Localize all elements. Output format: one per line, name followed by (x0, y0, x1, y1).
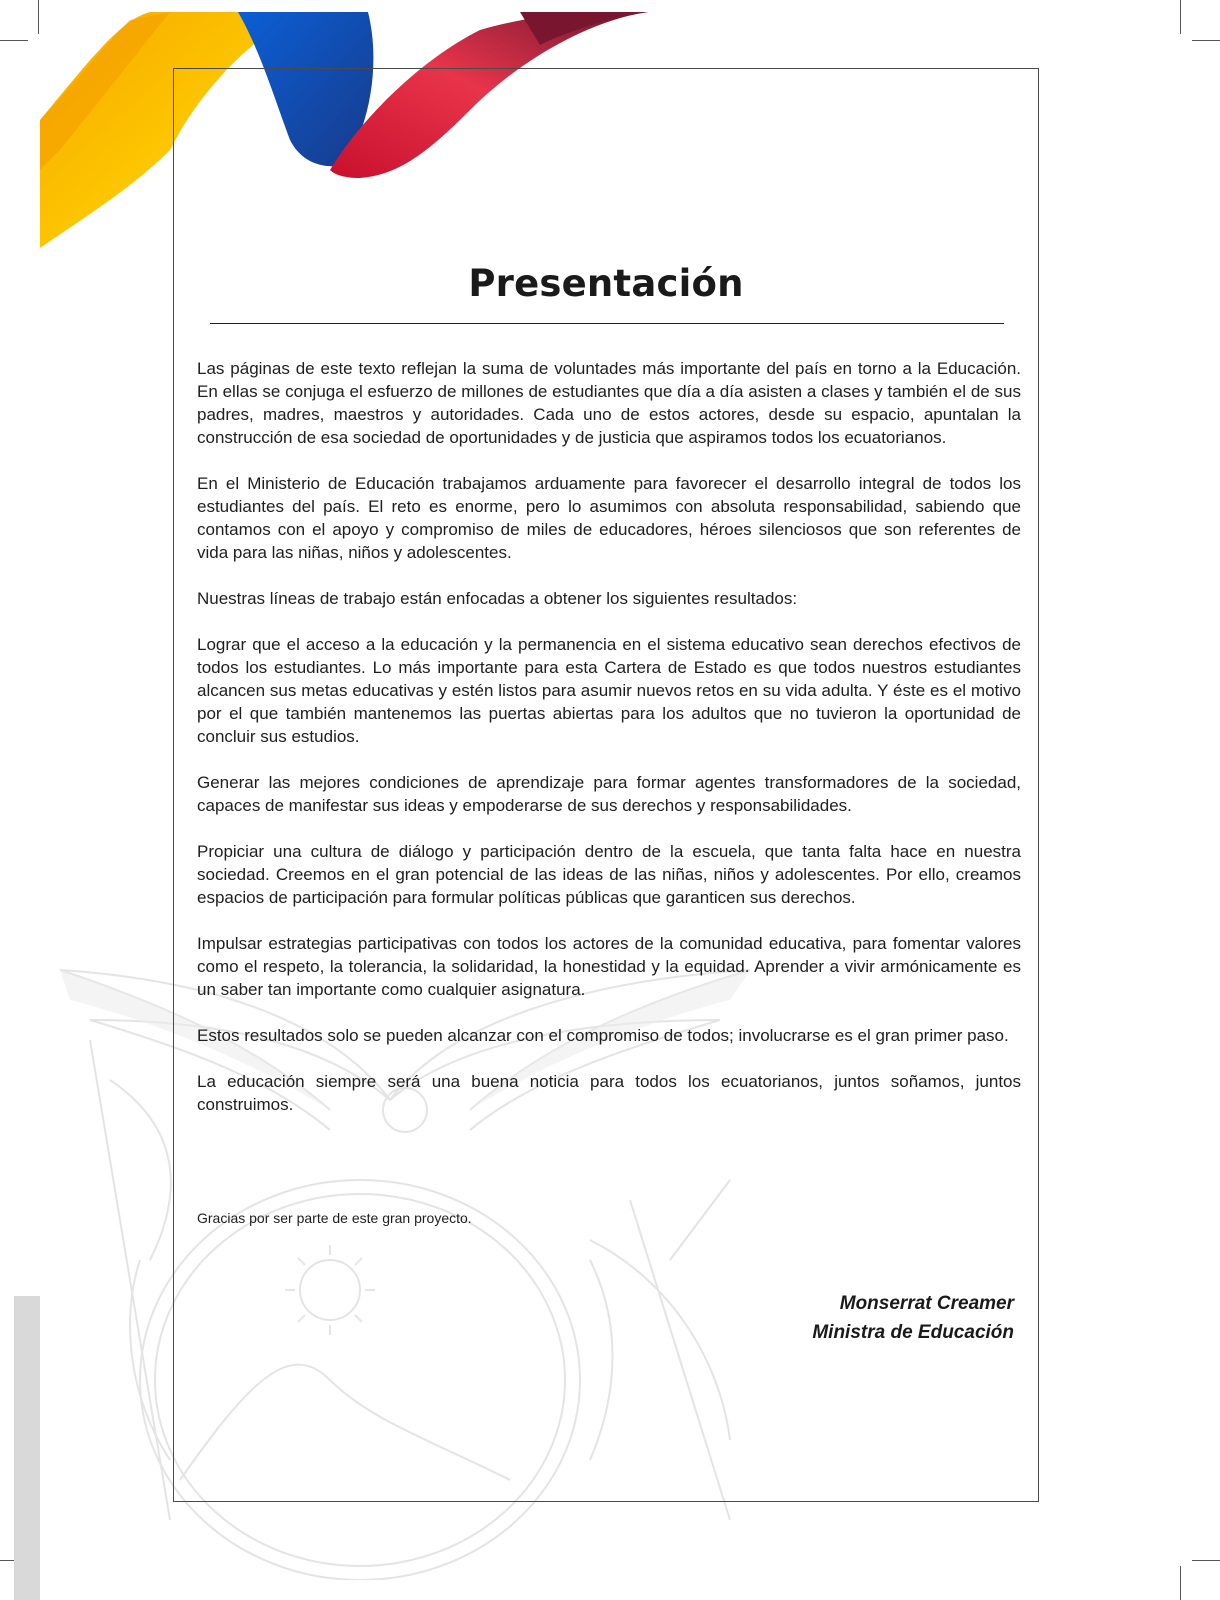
paragraph-5: Generar las mejores condiciones de aprendizaje para formar agentes transformadores de la sociedad, capaces de manifestar sus ideas y empoderarse de sus derechos y responsabilidades. (197, 773, 1021, 815)
crop-mark-bottom-left-h (0, 1560, 14, 1561)
paragraph-3: Nuestras líneas de trabajo están enfocadas a obtener los siguientes resultados: (197, 589, 798, 608)
paragraph-9: La educación siempre será una buena noticia para todos los ecuatorianos, juntos soñamos, juntos construimos. (197, 1072, 1021, 1114)
side-gray-bar (14, 1296, 40, 1600)
paragraph-6: Propiciar una cultura de diálogo y participación dentro de la escuela, que tanta falta hace en nuestra sociedad. Creemos en el gran potencial de las ideas de las niñas, niños y adolescentes. Por ello, creamos espacios de participación para formular políticas públicas que garanticen sus derechos. (197, 842, 1021, 907)
paragraph-4: Lograr que el acceso a la educación y la permanencia en el sistema educativo sean derechos efectivos de todos los estudiantes. Lo más importante para esta Cartera de Estado es que todos nuestros estudiantes alcancen sus metas educativas y estén listos para asumir nuevos retos en su vida adulta. Y éste es el motivo por el que también mantenemos las puertas abiertas para los adultos que no tuvieron la oportunidad de concluir sus estudios. (197, 635, 1021, 746)
crop-mark-top-right-h (1192, 40, 1220, 41)
crop-mark-top-right-v (1180, 0, 1181, 34)
signature-block (812, 1289, 1014, 1347)
paragraph-7: Impulsar estrategias participativas con todos los actores de la comunidad educativa, para fomentar valores como el respeto, la tolerancia, la solidaridad, la honestidad y la equidad. Aprender a vivir armónicamente es un saber tan importante como cualquier asignatura. (197, 934, 1021, 999)
paragraph-2: En el Ministerio de Educación trabajamos arduamente para favorecer el desarrollo integral de todos los estudiantes del país. El reto es enorme, pero lo asumimos con absoluta responsabilidad, sabiendo que contamos con el apoyo y compromiso de miles de educadores, héroes silenciosos que son referentes de vida para las niñas, niños y adolescentes. (197, 474, 1021, 562)
crop-mark-bottom-right-h (1192, 1560, 1220, 1561)
paragraph-8: Estos resultados solo se pueden alcanzar con el compromiso de todos; involucrarse es el gran primer paso. (197, 1026, 1009, 1045)
page-title: Presentación (468, 262, 744, 305)
presentation-body (197, 357, 1021, 1139)
crop-mark-bottom-right-v (1180, 1566, 1181, 1600)
thanks-note: Gracias por ser parte de este gran proyecto. (197, 1210, 472, 1226)
paragraph-1: Las páginas de este texto reflejan la suma de voluntades más importante del país en torno a la Educación. En ellas se conjuga el esfuerzo de millones de estudiantes que día a día asisten a clases y también el de sus padres, madres, maestros y autoridades. Cada uno de estos actores, desde su espacio, apuntalan la construcción de esa sociedad de oportunidades y de justicia que aspiramos todos los ecuatorianos. (197, 359, 1021, 447)
title-divider (210, 323, 1004, 324)
signature-name: Monserrat Creamer (839, 1293, 1014, 1314)
signature-role: Ministra de Educación (812, 1322, 1014, 1343)
